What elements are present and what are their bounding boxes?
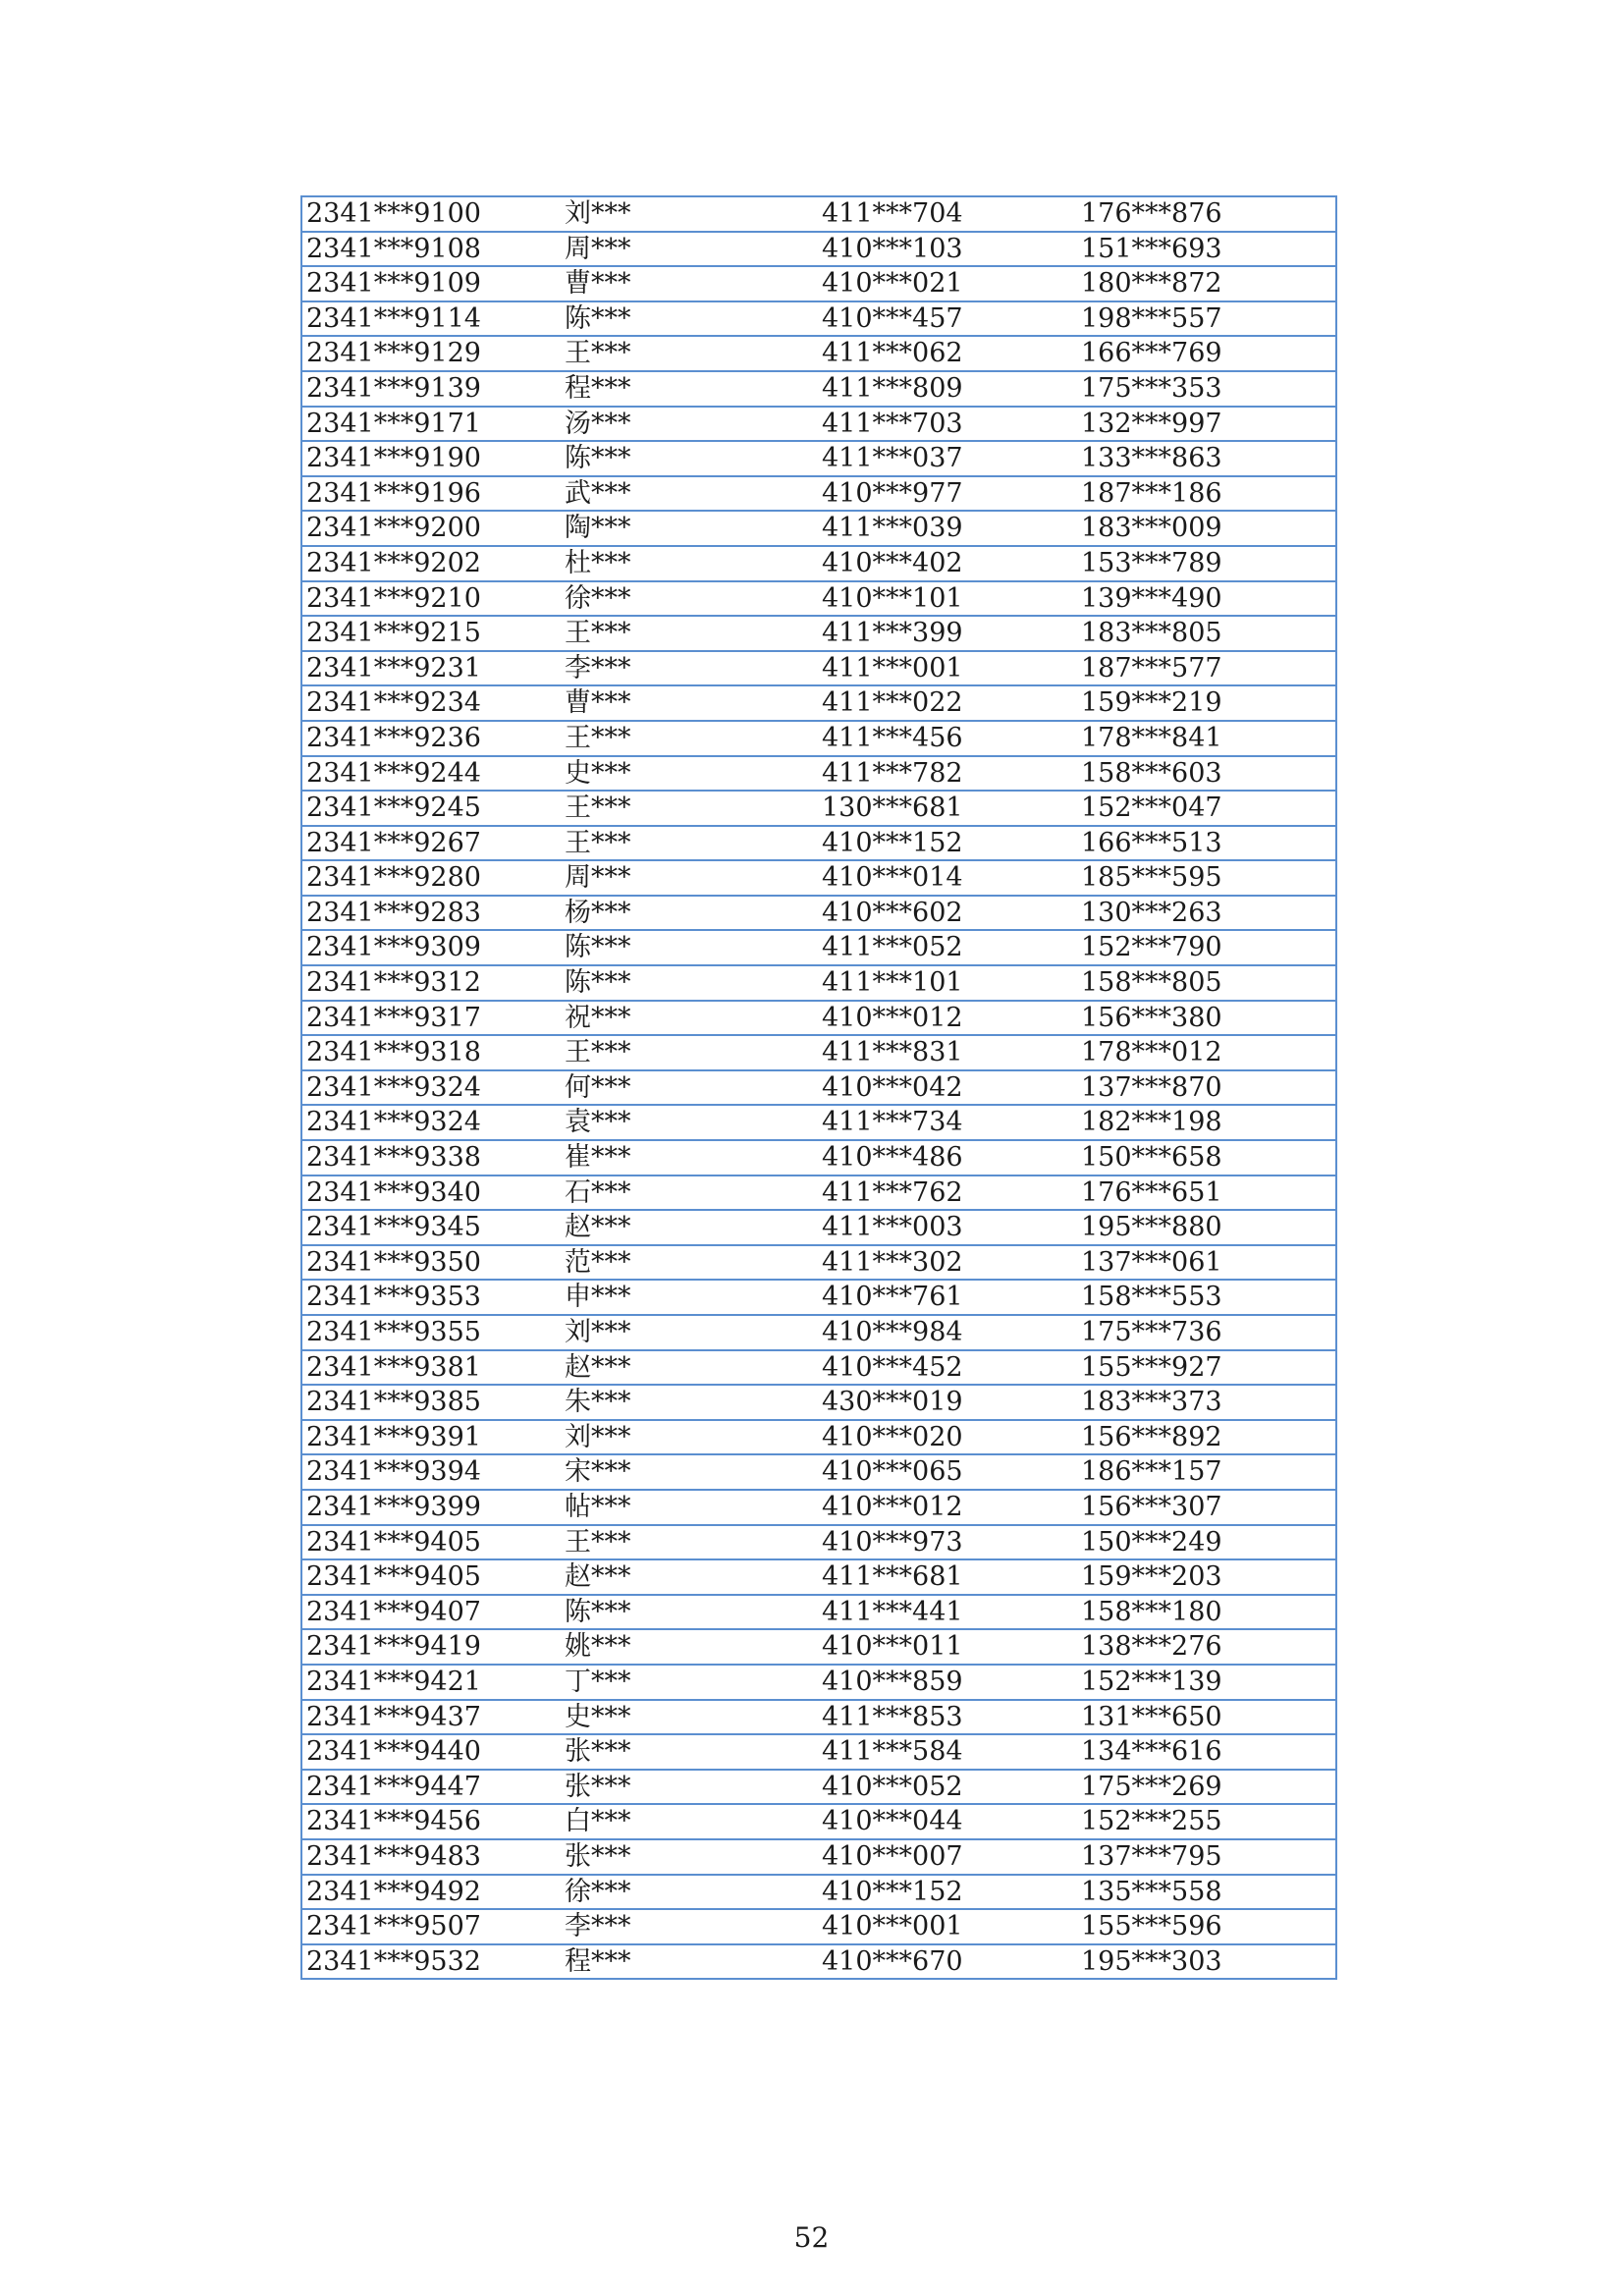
table-row [301, 1944, 1336, 1980]
table-row [301, 1385, 1336, 1420]
table-row [301, 756, 1336, 792]
phone-cell: 178***012 [1077, 1035, 1336, 1070]
phone-cell: 135***558 [1077, 1875, 1336, 1910]
table-row [301, 546, 1336, 581]
phone-cell: 187***186 [1077, 476, 1336, 512]
id-number-cell: 410***012 [818, 1001, 1077, 1036]
phone-cell: 152***255 [1077, 1804, 1336, 1839]
table-row [301, 407, 1336, 442]
phone-cell: 175***736 [1077, 1315, 1336, 1350]
table-row [301, 1350, 1336, 1386]
table-row [301, 1140, 1336, 1175]
phone-cell: 182***198 [1077, 1105, 1336, 1140]
name-cell: 王*** [561, 616, 818, 651]
id-cell: 2341***9532 [301, 1944, 561, 1980]
id-number-cell: 411***003 [818, 1210, 1077, 1245]
id-number-cell: 411***062 [818, 336, 1077, 371]
name-cell: 宋*** [561, 1454, 818, 1490]
phone-cell: 130***263 [1077, 896, 1336, 931]
phone-cell: 139***490 [1077, 581, 1336, 617]
phone-cell: 195***303 [1077, 1944, 1336, 1980]
id-number-cell: 411***584 [818, 1734, 1077, 1770]
id-number-cell: 411***456 [818, 721, 1077, 756]
name-cell: 程*** [561, 371, 818, 407]
table-row [301, 1035, 1336, 1070]
table-row [301, 826, 1336, 861]
phone-cell: 175***353 [1077, 371, 1336, 407]
name-cell: 刘*** [561, 196, 818, 232]
table-row [301, 860, 1336, 896]
name-cell: 丁*** [561, 1665, 818, 1700]
id-number-cell: 411***101 [818, 965, 1077, 1001]
phone-cell: 155***596 [1077, 1909, 1336, 1944]
name-cell: 徐*** [561, 581, 818, 617]
phone-cell: 158***553 [1077, 1280, 1336, 1315]
id-cell: 2341***9353 [301, 1280, 561, 1315]
id-cell: 2341***9312 [301, 965, 561, 1001]
name-cell: 陈*** [561, 1595, 818, 1630]
phone-cell: 156***307 [1077, 1490, 1336, 1525]
table-row [301, 1700, 1336, 1735]
id-number-cell: 411***704 [818, 196, 1077, 232]
id-cell: 2341***9100 [301, 196, 561, 232]
id-cell: 2341***9338 [301, 1140, 561, 1175]
id-number-cell: 410***977 [818, 476, 1077, 512]
id-number-cell: 411***762 [818, 1175, 1077, 1211]
id-cell: 2341***9492 [301, 1875, 561, 1910]
phone-cell: 178***841 [1077, 721, 1336, 756]
name-cell: 申*** [561, 1280, 818, 1315]
phone-cell: 183***373 [1077, 1385, 1336, 1420]
table-row [301, 581, 1336, 617]
phone-cell: 158***180 [1077, 1595, 1336, 1630]
id-number-cell: 430***019 [818, 1385, 1077, 1420]
table-row [301, 1629, 1336, 1665]
name-cell: 陈*** [561, 930, 818, 965]
name-cell: 姚*** [561, 1629, 818, 1665]
table-row [301, 1315, 1336, 1350]
phone-cell: 198***557 [1077, 301, 1336, 337]
phone-cell: 150***658 [1077, 1140, 1336, 1175]
name-cell: 史*** [561, 1700, 818, 1735]
id-cell: 2341***9114 [301, 301, 561, 337]
phone-cell: 138***276 [1077, 1629, 1336, 1665]
phone-cell: 180***872 [1077, 266, 1336, 301]
table-row [301, 371, 1336, 407]
id-cell: 2341***9280 [301, 860, 561, 896]
name-cell: 陈*** [561, 965, 818, 1001]
name-cell: 赵*** [561, 1350, 818, 1386]
table-row [301, 651, 1336, 686]
id-number-cell: 410***859 [818, 1665, 1077, 1700]
table-row [301, 232, 1336, 267]
name-cell: 王*** [561, 336, 818, 371]
id-cell: 2341***9109 [301, 266, 561, 301]
id-cell: 2341***9421 [301, 1665, 561, 1700]
id-cell: 2341***9340 [301, 1175, 561, 1211]
table-row [301, 1175, 1336, 1211]
name-cell: 范*** [561, 1245, 818, 1281]
id-number-cell: 410***670 [818, 1944, 1077, 1980]
table-row [301, 1490, 1336, 1525]
id-cell: 2341***9437 [301, 1700, 561, 1735]
table-row [301, 1839, 1336, 1875]
id-number-cell: 410***101 [818, 581, 1077, 617]
phone-cell: 185***595 [1077, 860, 1336, 896]
id-cell: 2341***9399 [301, 1490, 561, 1525]
id-number-cell: 410***452 [818, 1350, 1077, 1386]
name-cell: 张*** [561, 1734, 818, 1770]
name-cell: 王*** [561, 791, 818, 826]
name-cell: 袁*** [561, 1105, 818, 1140]
id-number-cell: 410***152 [818, 1875, 1077, 1910]
id-cell: 2341***9215 [301, 616, 561, 651]
id-cell: 2341***9129 [301, 336, 561, 371]
phone-cell: 156***892 [1077, 1420, 1336, 1455]
id-cell: 2341***9355 [301, 1315, 561, 1350]
name-cell: 李*** [561, 1909, 818, 1944]
id-cell: 2341***9381 [301, 1350, 561, 1386]
phone-cell: 153***789 [1077, 546, 1336, 581]
id-cell: 2341***9447 [301, 1770, 561, 1805]
name-cell: 王*** [561, 826, 818, 861]
id-number-cell: 411***853 [818, 1700, 1077, 1735]
id-number-cell: 410***457 [818, 301, 1077, 337]
id-number-cell: 411***399 [818, 616, 1077, 651]
id-cell: 2341***9108 [301, 232, 561, 267]
name-cell: 刘*** [561, 1420, 818, 1455]
name-cell: 赵*** [561, 1210, 818, 1245]
name-cell: 王*** [561, 1035, 818, 1070]
table-row [301, 1070, 1336, 1106]
id-number-cell: 411***052 [818, 930, 1077, 965]
id-number-cell: 411***782 [818, 756, 1077, 792]
table-row [301, 1001, 1336, 1036]
id-cell: 2341***9267 [301, 826, 561, 861]
phone-cell: 175***269 [1077, 1770, 1336, 1805]
name-cell: 张*** [561, 1770, 818, 1805]
id-cell: 2341***9324 [301, 1070, 561, 1106]
id-number-cell: 410***984 [818, 1315, 1077, 1350]
phone-cell: 150***249 [1077, 1525, 1336, 1560]
id-number-cell: 410***007 [818, 1839, 1077, 1875]
id-number-cell: 410***020 [818, 1420, 1077, 1455]
table-row [301, 1804, 1336, 1839]
name-cell: 赵*** [561, 1559, 818, 1595]
name-cell: 史*** [561, 756, 818, 792]
phone-cell: 132***997 [1077, 407, 1336, 442]
table-row [301, 1105, 1336, 1140]
id-cell: 2341***9190 [301, 441, 561, 476]
table-row [301, 791, 1336, 826]
id-number-cell: 130***681 [818, 791, 1077, 826]
name-cell: 周*** [561, 232, 818, 267]
phone-cell: 159***203 [1077, 1559, 1336, 1595]
table-row [301, 1559, 1336, 1595]
name-cell: 武*** [561, 476, 818, 512]
name-cell: 曹*** [561, 685, 818, 721]
table-row [301, 896, 1336, 931]
phone-cell: 183***009 [1077, 511, 1336, 546]
phone-cell: 158***805 [1077, 965, 1336, 1001]
id-number-cell: 410***012 [818, 1490, 1077, 1525]
name-cell: 王*** [561, 721, 818, 756]
phone-cell: 134***616 [1077, 1734, 1336, 1770]
id-cell: 2341***9202 [301, 546, 561, 581]
name-cell: 陈*** [561, 301, 818, 337]
phone-cell: 195***880 [1077, 1210, 1336, 1245]
phone-cell: 151***693 [1077, 232, 1336, 267]
id-cell: 2341***9440 [301, 1734, 561, 1770]
roster-table [300, 195, 1337, 1980]
table-row [301, 1525, 1336, 1560]
id-cell: 2341***9385 [301, 1385, 561, 1420]
id-cell: 2341***9309 [301, 930, 561, 965]
name-cell: 曹*** [561, 266, 818, 301]
table-row [301, 1245, 1336, 1281]
id-number-cell: 410***602 [818, 896, 1077, 931]
table-row [301, 1454, 1336, 1490]
id-cell: 2341***9405 [301, 1559, 561, 1595]
id-cell: 2341***9456 [301, 1804, 561, 1839]
id-cell: 2341***9324 [301, 1105, 561, 1140]
table-row [301, 1665, 1336, 1700]
id-number-cell: 410***152 [818, 826, 1077, 861]
id-number-cell: 410***761 [818, 1280, 1077, 1315]
id-cell: 2341***9245 [301, 791, 561, 826]
phone-cell: 176***876 [1077, 196, 1336, 232]
name-cell: 白*** [561, 1804, 818, 1839]
table-row [301, 1770, 1336, 1805]
roster-table-body [301, 196, 1336, 1979]
name-cell: 石*** [561, 1175, 818, 1211]
phone-cell: 152***047 [1077, 791, 1336, 826]
id-number-cell: 411***302 [818, 1245, 1077, 1281]
name-cell: 汤*** [561, 407, 818, 442]
id-cell: 2341***9507 [301, 1909, 561, 1944]
id-cell: 2341***9234 [301, 685, 561, 721]
table-row [301, 1420, 1336, 1455]
id-number-cell: 411***809 [818, 371, 1077, 407]
id-cell: 2341***9231 [301, 651, 561, 686]
name-cell: 朱*** [561, 1385, 818, 1420]
id-number-cell: 411***441 [818, 1595, 1077, 1630]
id-number-cell: 411***022 [818, 685, 1077, 721]
name-cell: 帖*** [561, 1490, 818, 1525]
id-cell: 2341***9283 [301, 896, 561, 931]
table-row [301, 1210, 1336, 1245]
id-cell: 2341***9210 [301, 581, 561, 617]
id-number-cell: 410***052 [818, 1770, 1077, 1805]
phone-cell: 137***870 [1077, 1070, 1336, 1106]
id-number-cell: 411***681 [818, 1559, 1077, 1595]
name-cell: 刘*** [561, 1315, 818, 1350]
phone-cell: 166***769 [1077, 336, 1336, 371]
id-cell: 2341***9394 [301, 1454, 561, 1490]
id-number-cell: 410***065 [818, 1454, 1077, 1490]
id-cell: 2341***9350 [301, 1245, 561, 1281]
id-number-cell: 411***703 [818, 407, 1077, 442]
table-row [301, 1595, 1336, 1630]
id-cell: 2341***9200 [301, 511, 561, 546]
id-number-cell: 410***011 [818, 1629, 1077, 1665]
id-number-cell: 410***001 [818, 1909, 1077, 1944]
phone-cell: 166***513 [1077, 826, 1336, 861]
table-row [301, 336, 1336, 371]
name-cell: 程*** [561, 1944, 818, 1980]
id-cell: 2341***9317 [301, 1001, 561, 1036]
id-number-cell: 411***831 [818, 1035, 1077, 1070]
phone-cell: 187***577 [1077, 651, 1336, 686]
name-cell: 徐*** [561, 1875, 818, 1910]
phone-cell: 131***650 [1077, 1700, 1336, 1735]
table-row [301, 511, 1336, 546]
id-number-cell: 410***044 [818, 1804, 1077, 1839]
phone-cell: 133***863 [1077, 441, 1336, 476]
name-cell: 陈*** [561, 441, 818, 476]
table-row [301, 1734, 1336, 1770]
id-cell: 2341***9318 [301, 1035, 561, 1070]
table-row [301, 616, 1336, 651]
name-cell: 杜*** [561, 546, 818, 581]
name-cell: 崔*** [561, 1140, 818, 1175]
id-number-cell: 410***014 [818, 860, 1077, 896]
id-number-cell: 410***042 [818, 1070, 1077, 1106]
name-cell: 王*** [561, 1525, 818, 1560]
id-number-cell: 410***402 [818, 546, 1077, 581]
id-cell: 2341***9171 [301, 407, 561, 442]
name-cell: 张*** [561, 1839, 818, 1875]
phone-cell: 176***651 [1077, 1175, 1336, 1211]
phone-cell: 159***219 [1077, 685, 1336, 721]
id-cell: 2341***9483 [301, 1839, 561, 1875]
table-row [301, 476, 1336, 512]
id-cell: 2341***9196 [301, 476, 561, 512]
table-row [301, 721, 1336, 756]
page-number: 52 [793, 2221, 830, 2254]
table-row [301, 930, 1336, 965]
name-cell: 陶*** [561, 511, 818, 546]
name-cell: 李*** [561, 651, 818, 686]
phone-cell: 137***061 [1077, 1245, 1336, 1281]
name-cell: 杨*** [561, 896, 818, 931]
id-number-cell: 411***039 [818, 511, 1077, 546]
phone-cell: 137***795 [1077, 1839, 1336, 1875]
table-row [301, 196, 1336, 232]
table-row [301, 301, 1336, 337]
id-number-cell: 410***103 [818, 232, 1077, 267]
table-row [301, 441, 1336, 476]
id-cell: 2341***9419 [301, 1629, 561, 1665]
id-cell: 2341***9345 [301, 1210, 561, 1245]
id-number-cell: 411***001 [818, 651, 1077, 686]
id-number-cell: 410***973 [818, 1525, 1077, 1560]
phone-cell: 158***603 [1077, 756, 1336, 792]
table-row [301, 1875, 1336, 1910]
phone-cell: 156***380 [1077, 1001, 1336, 1036]
phone-cell: 152***790 [1077, 930, 1336, 965]
table-row [301, 1280, 1336, 1315]
table-row [301, 965, 1336, 1001]
name-cell: 周*** [561, 860, 818, 896]
id-number-cell: 411***734 [818, 1105, 1077, 1140]
phone-cell: 183***805 [1077, 616, 1336, 651]
id-number-cell: 410***486 [818, 1140, 1077, 1175]
id-cell: 2341***9139 [301, 371, 561, 407]
id-cell: 2341***9407 [301, 1595, 561, 1630]
table-row [301, 1909, 1336, 1944]
id-number-cell: 410***021 [818, 266, 1077, 301]
table-row [301, 266, 1336, 301]
id-cell: 2341***9236 [301, 721, 561, 756]
phone-cell: 186***157 [1077, 1454, 1336, 1490]
name-cell: 祝*** [561, 1001, 818, 1036]
phone-cell: 155***927 [1077, 1350, 1336, 1386]
id-cell: 2341***9405 [301, 1525, 561, 1560]
table-row [301, 685, 1336, 721]
phone-cell: 152***139 [1077, 1665, 1336, 1700]
id-number-cell: 411***037 [818, 441, 1077, 476]
name-cell: 何*** [561, 1070, 818, 1106]
id-cell: 2341***9391 [301, 1420, 561, 1455]
id-cell: 2341***9244 [301, 756, 561, 792]
